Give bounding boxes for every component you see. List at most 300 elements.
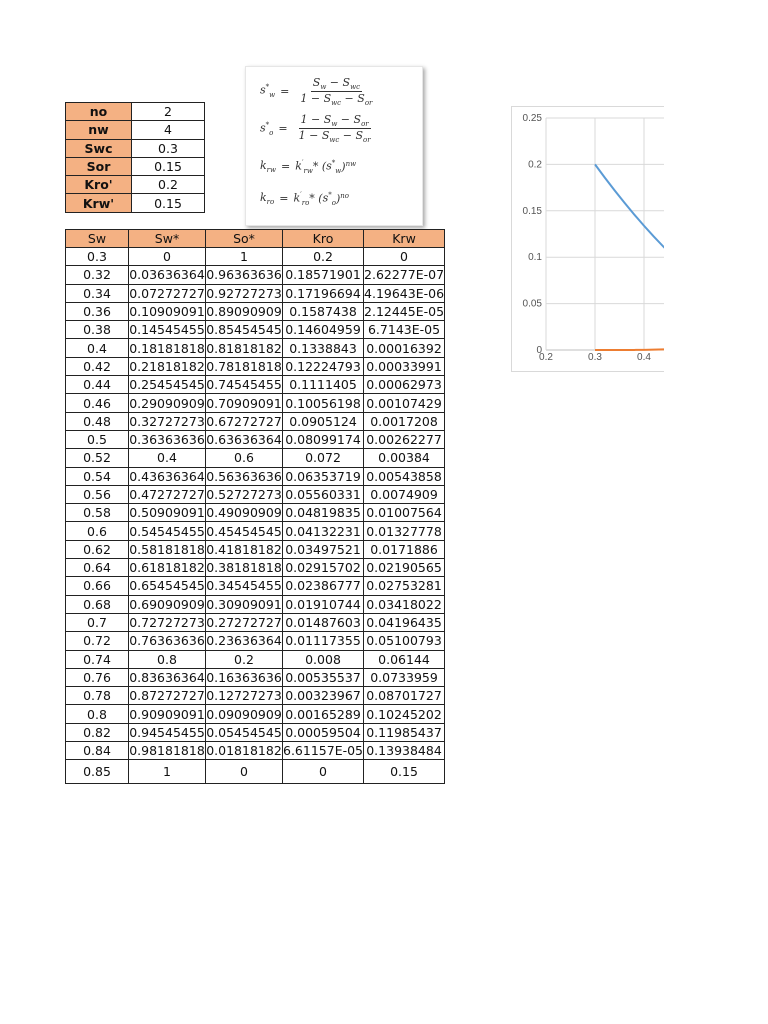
formula-subscript: or	[364, 99, 373, 108]
table-cell: 0.54545455	[129, 523, 205, 539]
table-cell: 0.52	[66, 449, 129, 467]
table-cell: 0.98181818	[129, 743, 205, 759]
table-row	[66, 723, 445, 741]
table-cell: 0.56	[66, 485, 129, 503]
parameter-row	[66, 139, 205, 157]
table-row	[66, 412, 445, 430]
formula-token	[260, 121, 273, 137]
formula-symbol: −	[326, 75, 343, 89]
formula-subscript: o	[269, 128, 274, 137]
formula-symbol: S	[357, 91, 365, 105]
formula-symbol: S	[353, 113, 362, 126]
table-cell: 0.00033991	[364, 357, 445, 375]
table-cell: 0.00016392	[364, 339, 445, 357]
table-cell: 0	[283, 760, 364, 784]
table-cell: 0.48	[66, 412, 129, 430]
table-cell: 0.01007564	[364, 504, 445, 522]
table-cell: 0.85454545	[206, 322, 282, 338]
table-cell: 0.16363636	[206, 669, 282, 685]
formula-token	[260, 191, 274, 206]
formula-superscript: nw	[345, 160, 357, 169]
table-cell: 0.00384	[364, 449, 445, 467]
formula-symbol: 1 −	[298, 129, 322, 143]
table-cell: 0	[364, 248, 445, 266]
formula-token	[326, 76, 342, 89]
formula-superscript: no	[340, 192, 349, 201]
table-cell: 2.62277E-07	[364, 267, 445, 283]
table-cell: 0.69090909	[129, 596, 205, 612]
table-cell: 2.12445E-05	[364, 304, 445, 320]
table-cell: 0.76	[66, 668, 129, 686]
table-cell: 0.84	[66, 742, 129, 760]
formula-subscript: o	[331, 198, 336, 207]
table-cell: 0.5	[66, 430, 129, 448]
formula-token	[260, 83, 275, 99]
table-row	[66, 339, 445, 357]
table-row	[66, 613, 445, 631]
table-cell: 0.83636364	[129, 669, 205, 685]
table-cell: 0.96363636	[206, 267, 282, 283]
table-cell: 0.04196435	[364, 613, 445, 631]
formula-token	[336, 192, 349, 206]
parameter-label: Sor	[66, 157, 132, 175]
table-cell: 0.87272727	[129, 688, 205, 704]
table-cell: 0.2	[283, 248, 364, 266]
y-tick-label: 0.15	[522, 205, 542, 217]
table-row	[66, 357, 445, 375]
table-cell: 0.64	[66, 559, 129, 577]
parameter-label: Swc	[66, 139, 132, 157]
x-tick-label: 0.4	[637, 352, 651, 363]
formula-token	[323, 191, 336, 207]
formula-token	[341, 160, 356, 174]
parameter-label: no	[66, 103, 132, 121]
formula-subscript: or	[361, 120, 369, 129]
formula-subscript: w	[335, 166, 342, 175]
table-cell: 0.01327778	[364, 522, 445, 540]
table-cell: 0.09090909	[206, 706, 282, 722]
table-cell: 0.38181818	[206, 560, 282, 576]
formula-token	[260, 159, 276, 174]
y-tick-label: 0	[536, 345, 542, 356]
table-cell: 0.34545455	[206, 578, 282, 594]
table-cell: 0.01910744	[283, 595, 364, 613]
parameter-label: Krw'	[66, 194, 132, 212]
table-cell: 0.72	[66, 632, 129, 650]
table-row	[66, 394, 445, 412]
table-row	[66, 485, 445, 503]
table-row	[66, 449, 445, 467]
formula-token	[343, 76, 360, 89]
table-cell: 0.32	[66, 266, 129, 284]
table-cell: 0.18571901	[283, 266, 364, 284]
formula-symbol: −	[341, 91, 358, 105]
column-header: Sw	[66, 230, 129, 248]
column-header: So*	[206, 230, 283, 248]
table-cell: 0.58181818	[129, 541, 205, 557]
formula-subscript: rw	[303, 166, 313, 175]
formula-denominator	[297, 129, 373, 144]
table-cell: 0.92727273	[206, 285, 282, 301]
formula-token	[321, 129, 340, 145]
table-cell: 0	[129, 248, 206, 266]
formula-subscript: ro	[266, 198, 275, 207]
formula-symbol: S	[323, 113, 332, 126]
table-cell: 0.81818182	[206, 340, 282, 356]
parameter-row	[66, 194, 205, 212]
formula-superscript: ′	[301, 159, 304, 167]
table-cell: 0.36	[66, 302, 129, 320]
table-row	[66, 467, 445, 485]
formula-symbol: −	[337, 113, 354, 126]
table-cell: 0.4	[129, 449, 206, 467]
table-cell: 0.52727273	[206, 487, 282, 502]
table-row	[66, 577, 445, 595]
formula-symbol: S	[323, 91, 332, 105]
table-cell: 0.03497521	[283, 540, 364, 558]
table-cell: 0.43636364	[129, 468, 205, 484]
formula-1	[260, 75, 374, 107]
table-cell: 0.82	[66, 723, 129, 741]
table-cell: 0.89090909	[206, 304, 282, 320]
relative-permeability-table	[65, 229, 445, 784]
table-cell: 0.0074909	[364, 485, 445, 503]
formula-subscript: w	[331, 120, 338, 129]
formula-symbol: )	[335, 192, 341, 206]
table-cell: 0.00062973	[364, 376, 445, 394]
table-cell: 0.76363636	[129, 633, 205, 649]
parameter-row	[66, 157, 205, 175]
table-cell: 0.68	[66, 595, 129, 613]
x-tick-label: 0.3	[588, 352, 602, 363]
formula-2	[260, 113, 373, 144]
formula-symbol: * (	[309, 192, 323, 206]
table-cell: 0	[206, 760, 283, 784]
table-cell: 0.78	[66, 687, 129, 705]
series-line-kro	[595, 164, 664, 274]
table-row	[66, 650, 445, 668]
formula-token	[299, 129, 322, 142]
formula-symbol: k	[293, 191, 301, 205]
relperm-chart	[511, 106, 664, 372]
table-row	[66, 668, 445, 686]
table-cell: 0.2	[206, 650, 283, 668]
table-cell: 0.42	[66, 357, 129, 375]
y-tick-label: 0.1	[528, 252, 542, 264]
column-header: Krw	[364, 230, 445, 248]
table-cell: 0.45454545	[206, 523, 282, 539]
formula-symbol: )	[341, 160, 346, 174]
table-row	[66, 595, 445, 613]
table-cell: 0.78181818	[206, 358, 282, 374]
table-cell: 0.00543858	[364, 467, 445, 485]
formula-superscript: *	[265, 120, 270, 129]
formula-symbol: −	[339, 129, 356, 143]
formula-token	[337, 113, 353, 126]
formula-image	[245, 66, 423, 226]
table-cell: 0.72727273	[129, 615, 205, 631]
table-cell: 0.0017208	[364, 412, 445, 430]
table-cell: 0.18181818	[129, 340, 205, 356]
formula-superscript: ′	[300, 191, 302, 199]
formula-token	[295, 159, 313, 175]
table-cell: 0.46	[66, 394, 129, 412]
table-cell: 0.44	[66, 376, 129, 394]
formula-subscript: or	[363, 136, 371, 145]
x-tick-label: 0.2	[539, 352, 553, 363]
table-cell: 0.08701727	[364, 687, 445, 705]
table-cell: 0.17196694	[283, 284, 364, 302]
formula-subscript: rw	[266, 166, 277, 175]
table-cell: 0.15	[364, 760, 445, 784]
table-cell: 0.13938484	[364, 742, 445, 760]
formula-subscript: wc	[329, 136, 340, 145]
formula-token	[323, 113, 338, 129]
table-cell: 0.05454545	[206, 724, 282, 740]
table-cell: 0.49090909	[206, 505, 282, 521]
column-header: Kro	[283, 230, 364, 248]
formula-symbol: k	[295, 159, 302, 173]
table-cell: 0.6	[66, 522, 129, 540]
formula-3	[260, 159, 356, 175]
formula-fraction	[297, 113, 373, 144]
formula-equals: =	[280, 84, 290, 98]
table-cell: 0.74545455	[206, 377, 282, 393]
formula-symbol: 1 −	[300, 113, 324, 126]
table-cell: 0.04819835	[283, 504, 364, 522]
table-cell: 0.70909091	[206, 395, 282, 411]
formula-token	[355, 129, 371, 145]
table-cell: 0.36363636	[129, 432, 205, 448]
formula-superscript: *	[331, 159, 336, 167]
table-cell: 0.05560331	[283, 485, 364, 503]
table-row	[66, 559, 445, 577]
table-cell: 0.8	[66, 705, 129, 723]
table-cell: 0.06144	[364, 650, 445, 668]
formula-fraction	[298, 75, 374, 107]
formula-symbol: S	[321, 129, 330, 143]
table-cell: 0.00107429	[364, 394, 445, 412]
table-row	[66, 632, 445, 650]
parameter-value: 0.15	[132, 157, 205, 175]
table-cell: 0.12727273	[206, 688, 282, 704]
table-cell: 0.50909091	[129, 505, 205, 521]
table-cell: 0.01487603	[283, 613, 364, 631]
formula-symbol: S	[312, 75, 321, 89]
table-cell: 0.63636364	[206, 432, 282, 448]
table-cell: 6.61157E-05	[283, 743, 364, 759]
table-cell: 0.85	[66, 760, 129, 784]
table-cell: 0.58	[66, 504, 129, 522]
parameter-value: 2	[132, 103, 205, 121]
table-cell: 0.90909091	[129, 706, 205, 722]
table-cell: 0.03636364	[129, 267, 205, 283]
formula-token	[300, 92, 323, 105]
table-cell: 0.07272727	[129, 285, 205, 301]
table-cell: 0.0905124	[283, 412, 364, 430]
table-row	[66, 376, 445, 394]
table-cell: 0.7	[66, 613, 129, 631]
formula-symbol: k	[260, 191, 267, 205]
table-cell: 4.19643E-06	[364, 285, 445, 301]
table-cell: 1	[206, 248, 283, 266]
table-cell: 0.01117355	[283, 632, 364, 650]
table-cell: 0.3	[66, 248, 129, 266]
table-row	[66, 504, 445, 522]
table-cell: 0.04132231	[283, 522, 364, 540]
table-row	[66, 705, 445, 723]
table-cell: 0.23636364	[206, 633, 282, 649]
formula-symbol: s	[322, 191, 329, 205]
formula-subscript: ro	[301, 198, 310, 207]
formula-token	[309, 192, 322, 205]
table-cell: 0.38	[66, 321, 129, 339]
formula-denominator	[298, 92, 374, 107]
table-cell: 0.02753281	[364, 577, 445, 595]
table-cell: 0.11985437	[364, 723, 445, 741]
formula-superscript: *	[328, 191, 332, 199]
table-row	[66, 540, 445, 558]
table-row	[66, 760, 445, 784]
formula-token	[313, 76, 327, 89]
table-cell: 0.54	[66, 467, 129, 485]
formula-symbol: S	[355, 129, 364, 143]
y-tick-label: 0.25	[522, 113, 542, 124]
formula-numerator	[299, 113, 371, 129]
table-cell: 0.32727273	[129, 413, 205, 429]
table-row	[66, 321, 445, 339]
table-cell: 0.00262277	[364, 430, 445, 448]
formula-subscript: wc	[331, 99, 342, 108]
table-cell: 0.008	[283, 650, 364, 668]
formula-token	[357, 91, 373, 108]
formula-token	[323, 91, 342, 108]
parameter-value: 0.2	[132, 176, 205, 194]
table-cell: 0.14604959	[283, 321, 364, 339]
formula-numerator	[311, 75, 362, 92]
formula-token	[326, 159, 341, 175]
table-row	[66, 302, 445, 320]
table-cell: 0.66	[66, 577, 129, 595]
table-cell: 0.02190565	[364, 559, 445, 577]
formula-subscript: wc	[350, 82, 360, 91]
table-cell: 0.56363636	[206, 468, 282, 484]
table-cell: 0.1587438	[283, 302, 364, 320]
formula-token	[353, 113, 369, 129]
table-cell: 0.02915702	[283, 559, 364, 577]
table-cell: 0.10056198	[283, 394, 364, 412]
table-cell: 0.072	[283, 449, 364, 467]
formula-4	[260, 191, 349, 207]
formula-token	[339, 129, 355, 142]
table-cell: 0.12224793	[283, 357, 364, 375]
table-cell: 0.6	[206, 449, 283, 467]
table-cell: 0.47272727	[129, 487, 205, 502]
parameter-value: 0.3	[132, 139, 205, 157]
parameter-value: 0.15	[132, 194, 205, 212]
y-tick-label: 0.2	[528, 159, 542, 171]
formula-subscript: w	[269, 90, 276, 99]
formula-token	[341, 92, 357, 105]
parameters-table	[65, 102, 205, 213]
formula-equals: =	[279, 192, 289, 206]
table-cell: 0.4	[66, 339, 129, 357]
table-cell: 0.06353719	[283, 467, 364, 485]
table-cell: 0.29090909	[129, 395, 205, 411]
formula-symbol: 1 −	[300, 91, 324, 105]
table-cell: 0.14545455	[129, 322, 205, 338]
table-cell: 0.1338843	[283, 339, 364, 357]
formula-token	[313, 160, 326, 173]
table-cell: 0.21818182	[129, 358, 205, 374]
table-row	[66, 687, 445, 705]
table-cell: 0.00165289	[283, 705, 364, 723]
table-cell: 0.10245202	[364, 705, 445, 723]
table-cell: 6.7143E-05	[364, 321, 445, 339]
table-cell: 0.65454545	[129, 578, 205, 594]
table-cell: 0.94545455	[129, 724, 205, 740]
parameter-value: 4	[132, 121, 205, 139]
formula-superscript: *	[265, 83, 270, 92]
table-cell: 0.34	[66, 284, 129, 302]
table-cell: 0.67272727	[206, 413, 282, 429]
formula-token	[293, 191, 309, 207]
table-row	[66, 284, 445, 302]
formula-symbol: * (	[312, 160, 327, 174]
y-tick-label: 0.05	[522, 298, 542, 310]
formula-subscript: w	[320, 82, 327, 91]
series-line-krw	[595, 348, 664, 350]
formula-equals: =	[278, 122, 288, 136]
parameter-label: nw	[66, 121, 132, 139]
table-cell: 1	[129, 760, 206, 784]
table-cell: 0.1111405	[283, 376, 364, 394]
table-cell: 0.25454545	[129, 377, 205, 393]
formula-symbol: k	[260, 159, 267, 173]
table-cell: 0.74	[66, 650, 129, 668]
table-cell: 0.30909091	[206, 596, 282, 612]
table-cell: 0.41818182	[206, 541, 282, 557]
table-cell: 0.05100793	[364, 632, 445, 650]
formula-equals: =	[281, 160, 291, 174]
table-row	[66, 742, 445, 760]
table-row	[66, 522, 445, 540]
table-cell: 0.03418022	[364, 595, 445, 613]
table-cell: 0.27272727	[206, 615, 282, 631]
formula-symbol: s	[326, 159, 332, 173]
table-cell: 0.00535537	[283, 668, 364, 686]
column-header: Sw*	[129, 230, 206, 248]
parameter-label: Kro'	[66, 176, 132, 194]
formula-symbol: s	[260, 83, 266, 97]
parameter-row	[66, 103, 205, 121]
table-cell: 0.10909091	[129, 304, 205, 320]
formula-symbol: s	[260, 121, 266, 135]
formula-symbol: S	[342, 75, 351, 89]
table-cell: 0.0733959	[364, 668, 445, 686]
parameter-row	[66, 176, 205, 194]
table-cell: 0.0171886	[364, 540, 445, 558]
table-row	[66, 266, 445, 284]
table-cell: 0.61818182	[129, 560, 205, 576]
parameter-row	[66, 121, 205, 139]
formula-token	[301, 113, 324, 126]
table-cell: 0.02386777	[283, 577, 364, 595]
table-row	[66, 248, 445, 266]
table-cell: 0.00323967	[283, 687, 364, 705]
table-cell: 0.01818182	[206, 743, 282, 759]
table-cell: 0.08099174	[283, 430, 364, 448]
